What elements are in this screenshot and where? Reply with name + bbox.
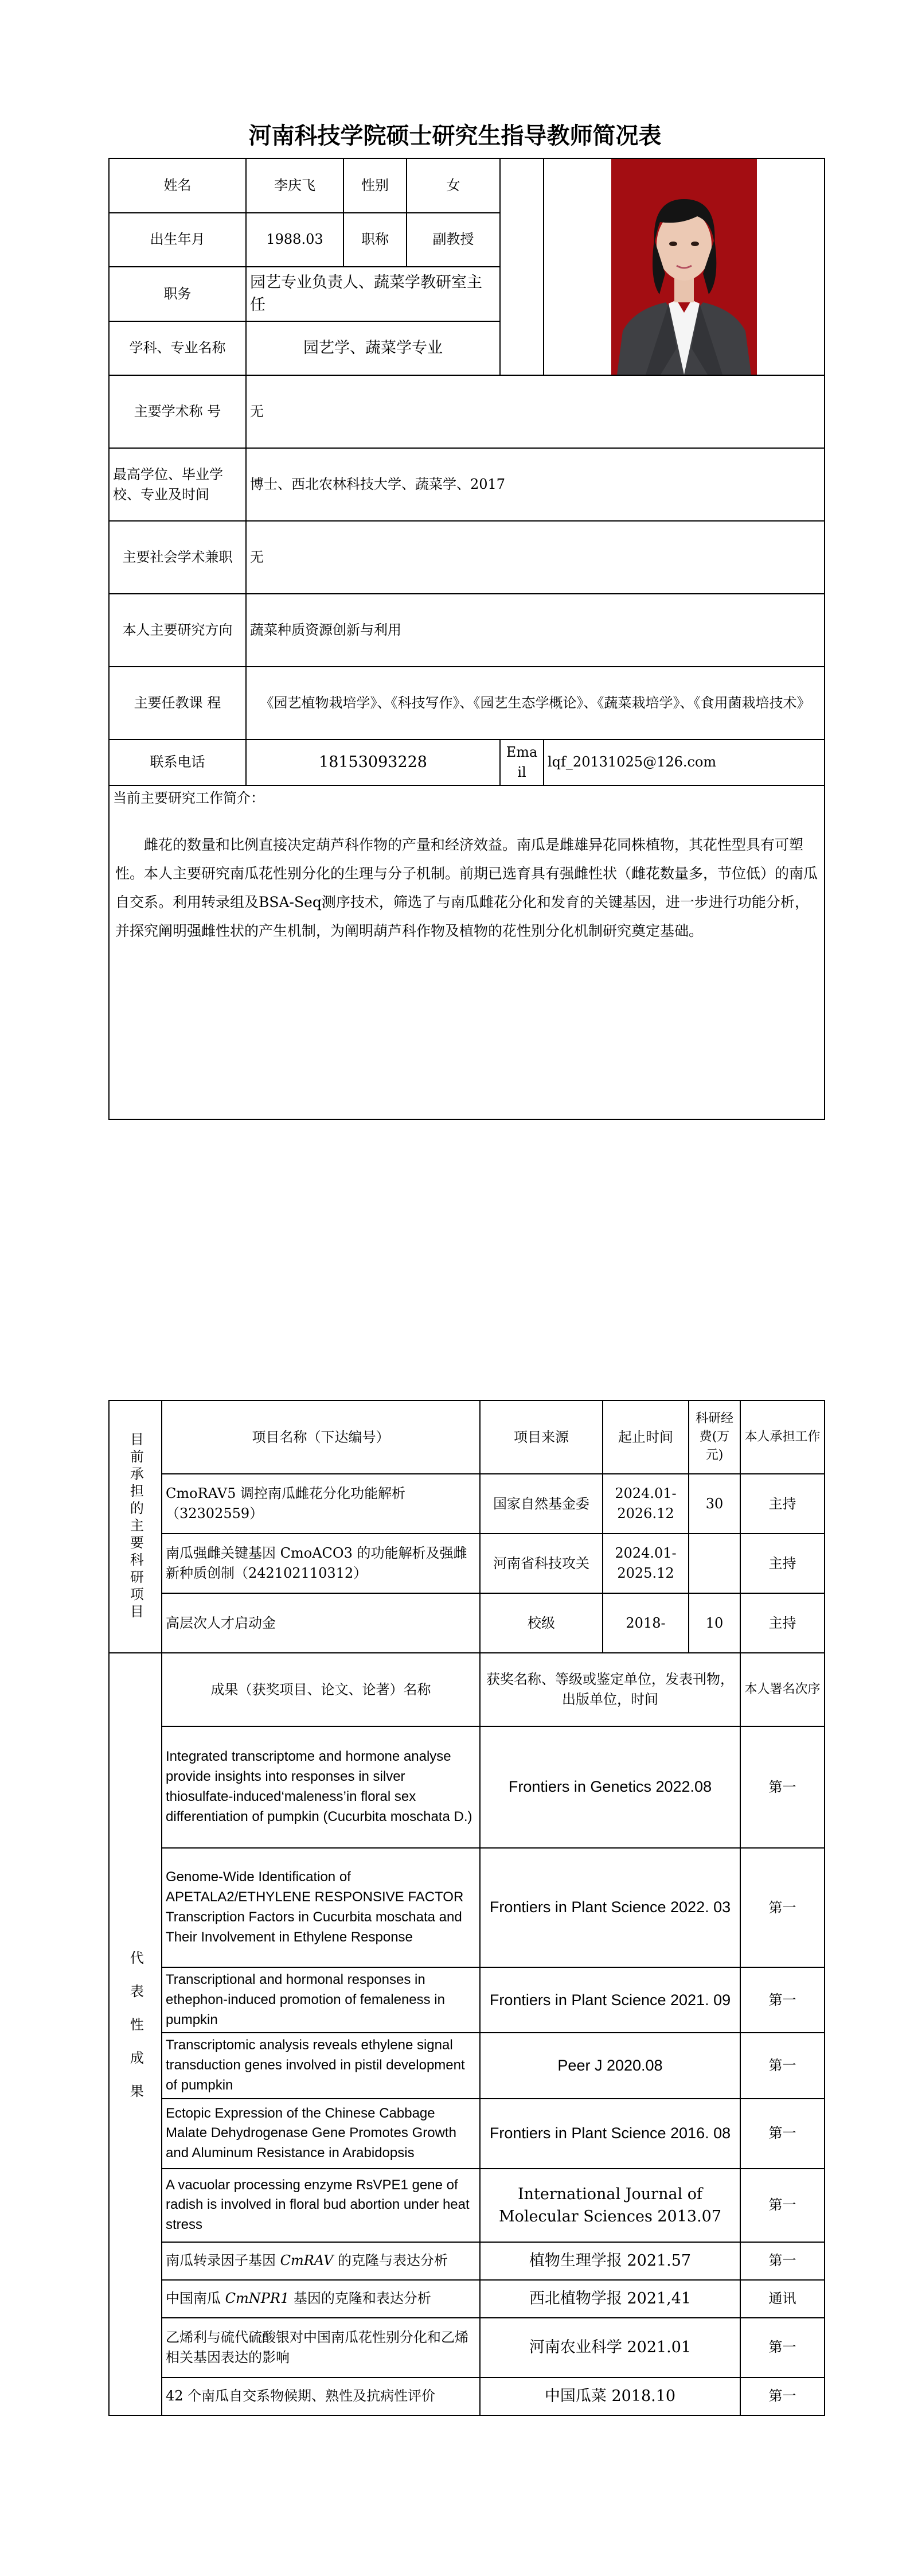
achievement-row-name: Genome-Wide Identification of APETALA2/ETHYLENE RESPONSIVE FACTOR Transcription Factors in Cucurbita moschata and Their Involvement in Ethylene Response [162, 1848, 480, 1967]
project-row-role: 主持 [740, 1593, 825, 1653]
phone-value: 18153093228 [246, 740, 500, 785]
achievement-row-venue: Frontiers in Plant Science 2016. 08 [480, 2099, 740, 2169]
portrait-image [611, 159, 757, 375]
courses-value: 《园艺植物栽培学》、《科技写作》、《园艺生态学概论》、《蔬菜栽培学》、《食用菌栽培技术》 [246, 667, 825, 740]
projects-header-role: 本人承担工作 [740, 1400, 825, 1474]
project-row-source: 校级 [480, 1593, 603, 1653]
project-row-name: CmoRAV5 调控南瓜雌花分化功能解析（32302559） [162, 1474, 480, 1534]
achievement-row-rank: 第一 [740, 1726, 825, 1848]
social-label: 主要社会学术兼职 [109, 521, 246, 594]
gender-label: 性别 [343, 158, 407, 213]
summary-body: 雌花的数量和比例直接决定葫芦科作物的产量和经济效益。南瓜是雌雄异花同株植物，其花性型具有可塑性。本人主要研究南瓜花性别分化的生理与分子机制。前期已选育具有强雌性状（雌花数量多，节位低）的南瓜自交系。利用转录组及BSA-Seq测序技术，筛选了与南瓜雌花分化和发育的关键基因，进一步进行功能分析，并探究阐明强雌性状的产生机制，为阐明葫芦科作物及植物的花性别分化机制研究奠定基础。 [115, 836, 818, 940]
degree-value: 博士、西北农林科技大学、蔬菜学、2017 [246, 448, 825, 521]
achievement-row-venue: Frontiers in Plant Science 2021. 09 [480, 1967, 740, 2033]
project-row-name: 南瓜强雌关键基因 CmoACO3 的功能解析及强雌新种质创制（242102110312） [162, 1534, 480, 1593]
research-value: 蔬菜种质资源创新与利用 [246, 594, 825, 667]
title-label: 职称 [343, 213, 407, 267]
project-row-funding [689, 1534, 740, 1593]
portrait-figure-icon [611, 159, 757, 375]
name-value: 李庆飞 [246, 158, 343, 213]
project-row-role: 主持 [740, 1534, 825, 1593]
projects-header-period: 起止时间 [603, 1400, 689, 1474]
projects-header-funding: 科研经费(万元) [689, 1400, 740, 1474]
research-label: 本人主要研究方向 [109, 594, 246, 667]
birth-value: 1988.03 [246, 213, 343, 267]
achievement-row-name: A vacuolar processing enzyme RsVPE1 gene of radish is involved in floral bud abortion under heat stress [162, 2169, 480, 2242]
achievement-name-text: 基因的克隆和表达分析 [289, 2290, 431, 2307]
achievements-header-venue: 获奖名称、等级或鉴定单位，发表刊物，出版单位，时间 [480, 1653, 740, 1726]
courses-label: 主要任教课 程 [109, 667, 246, 740]
email-value: lqf_20131025@126.com [544, 740, 825, 785]
achievement-row-name: 乙烯利与硫代硫酸银对中国南瓜花性别分化和乙烯相关基因表达的影响 [162, 2318, 480, 2377]
achievement-row-name: Transcriptional and hormonal responses in ethephon-induced promotion of femaleness in pumpkin [162, 1967, 480, 2033]
achievement-row-venue: 植物生理学报 2021.57 [480, 2242, 740, 2280]
achievement-row-name: Integrated transcriptome and hormone analyse provide insights into responses in silver thiosulfate-induced‘maleness’in floral sex differentiation of pumpkin (Cucurbita moschata D.) [162, 1726, 480, 1848]
achievement-row-venue: International Journal of Molecular Sciences 2013.07 [480, 2169, 740, 2242]
profile-table [108, 158, 825, 1120]
project-row-source: 国家自然基金委 [480, 1474, 603, 1534]
portrait-photo [544, 158, 825, 375]
achievement-name-text: 南瓜转录因子基因 [166, 2252, 280, 2269]
profile-spacer [500, 158, 544, 375]
title-value: 副教授 [407, 213, 500, 267]
gene-name-italic: CmNPR1 [225, 2290, 290, 2307]
achievement-row-venue: 西北植物学报 2021,41 [480, 2280, 740, 2318]
gene-name-italic: CmRAV [280, 2252, 334, 2269]
achievement-row-name: Ectopic Expression of the Chinese Cabbage Malate Dehydrogenase Gene Promotes Growth and Aluminum Resistance in Arabidopsis [162, 2099, 480, 2169]
project-row-name: 高层次人才启动金 [162, 1593, 480, 1653]
discipline-label: 学科、专业名称 [109, 321, 246, 376]
project-row-funding: 30 [689, 1474, 740, 1534]
project-row-role: 主持 [740, 1474, 825, 1534]
project-row-period: 2024.01-2026.12 [603, 1474, 689, 1534]
achievements-header-name: 成果（获奖项目、论文、论著）名称 [162, 1653, 480, 1726]
achievements-header-rank: 本人署名次序 [740, 1653, 825, 1726]
projects-header-name: 项目名称（下达编号） [162, 1400, 480, 1474]
achievement-row-rank: 第一 [740, 2033, 825, 2098]
achievement-name-text: 的克隆与表达分析 [333, 2252, 448, 2269]
achievement-row-rank: 第一 [740, 2318, 825, 2377]
page-title: 河南科技学院硕士研究生指导教师简况表 [248, 123, 662, 149]
achievement-row-rank: 第一 [740, 1967, 825, 2033]
birth-label: 出生年月 [109, 213, 246, 267]
achievement-row-venue: Frontiers in Genetics 2022.08 [480, 1726, 740, 1848]
achievement-row-venue: Frontiers in Plant Science 2022. 03 [480, 1848, 740, 1967]
project-row-funding: 10 [689, 1593, 740, 1653]
achievement-row-rank: 第一 [740, 2099, 825, 2169]
achievement-row-venue: 河南农业科学 2021.01 [480, 2318, 740, 2377]
achievement-row-name [162, 2280, 480, 2318]
projects-achievements-table [108, 1400, 825, 2416]
project-row-period: 2024.01-2025.12 [603, 1534, 689, 1593]
discipline-value: 园艺学、蔬菜学专业 [246, 321, 500, 376]
projects-section-label: 目前承担的主要科研项目 [109, 1400, 162, 1653]
summary-label: 当前主要研究工作简介： [113, 789, 264, 806]
projects-header-source: 项目来源 [480, 1400, 603, 1474]
email-label: Email [500, 740, 544, 785]
achievement-name-text: 中国南瓜 [166, 2290, 225, 2307]
honor-value: 无 [246, 375, 825, 448]
project-row-source: 河南省科技攻关 [480, 1534, 603, 1593]
achievement-row-rank: 通讯 [740, 2280, 825, 2318]
degree-label: 最高学位、毕业学校、专业及时间 [109, 448, 246, 521]
achievement-row-venue: Peer J 2020.08 [480, 2033, 740, 2098]
achievement-row-rank: 第一 [740, 1848, 825, 1967]
achievement-row-name: Transcriptomic analysis reveals ethylene signal transduction genes involved in pistil development of pumpkin [162, 2033, 480, 2098]
achievement-row-venue: 中国瓜菜 2018.10 [480, 2377, 740, 2415]
social-value: 无 [246, 521, 825, 594]
summary-cell [109, 785, 825, 1119]
achievement-row-rank: 第一 [740, 2377, 825, 2415]
achievement-row-name: 42 个南瓜自交系物候期、熟性及抗病性评价 [162, 2377, 480, 2415]
achievement-row-rank: 第一 [740, 2169, 825, 2242]
honor-label: 主要学术称 号 [109, 375, 246, 448]
achievement-row-name [162, 2242, 480, 2280]
gender-value: 女 [407, 158, 500, 213]
project-row-period: 2018- [603, 1593, 689, 1653]
phone-label: 联系电话 [109, 740, 246, 785]
name-label: 姓名 [109, 158, 246, 213]
achievements-section-label: 代表性成果 [109, 1653, 162, 2415]
achievement-row-rank: 第一 [740, 2242, 825, 2280]
position-value: 园艺专业负责人、蔬菜学教研室主任 [246, 267, 500, 321]
position-label: 职务 [109, 267, 246, 321]
